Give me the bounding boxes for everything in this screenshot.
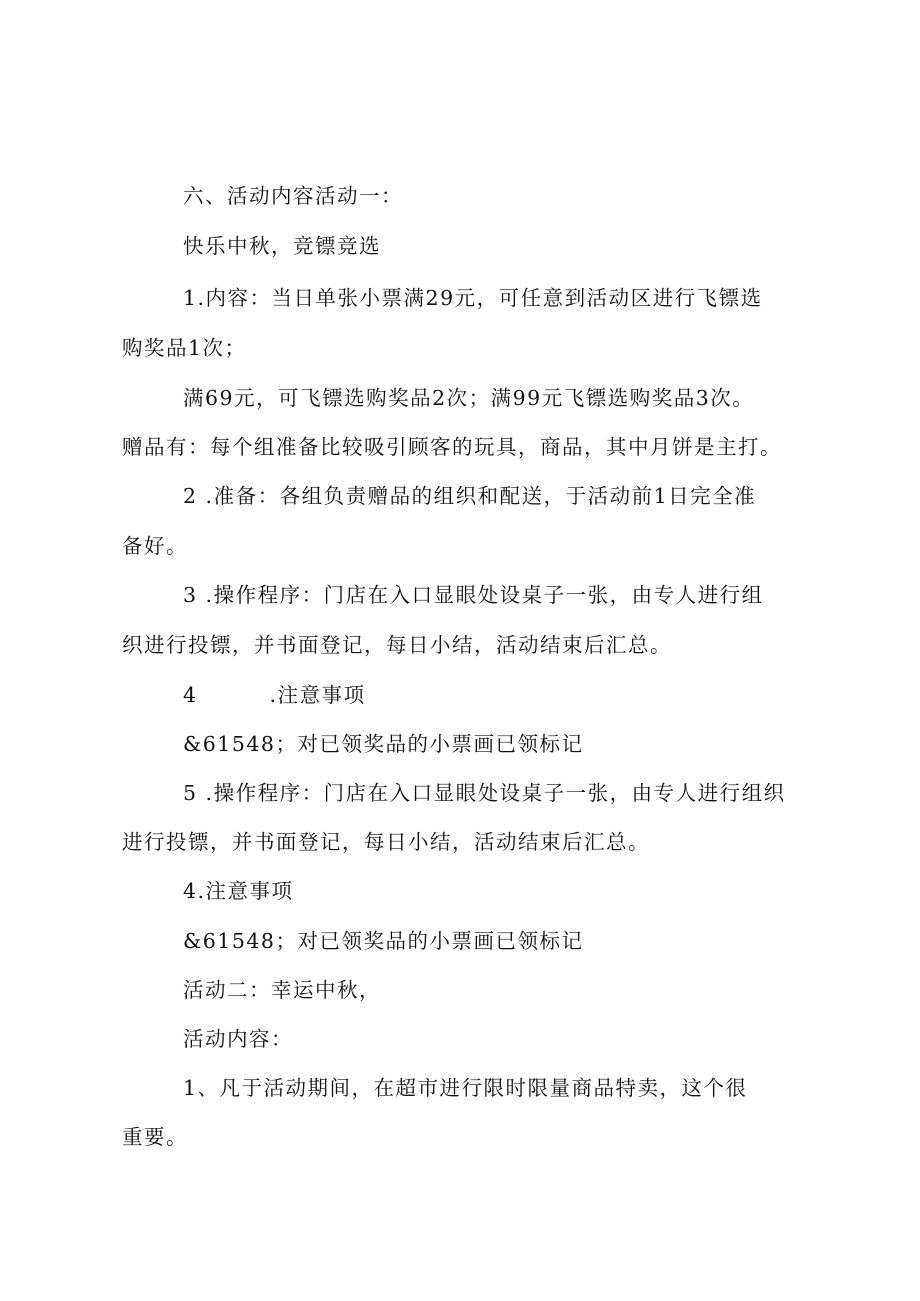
activity-two-item-1-line-1: 1、凡于活动期间，在超市进行限时限量商品特卖，这个很 [183, 1076, 748, 1100]
content-tiers-line: 满69元，可飞镖选购奖品2次；满99元飞镖选购奖品3次。 [183, 386, 755, 410]
notes-item-4-heading [183, 682, 366, 708]
prep-item-line-1: 2 .准备：各组负责赠品的组织和配送，于活动前1日完全准 [183, 484, 757, 508]
notes-repeat-text: &61548；对已领奖品的小票画已领标记 [183, 929, 584, 953]
prep-item-line-2: 备好。 [122, 534, 188, 558]
gifts-line: 赠品有：每个组准备比较吸引顾客的玩具，商品，其中月饼是主打。 [122, 435, 782, 459]
activity-two-content-label: 活动内容： [183, 1027, 293, 1051]
activity-two-item-1-line-2: 重要。 [122, 1125, 188, 1149]
content-item-1-line-2: 购奖品1次； [122, 336, 247, 360]
activity-two-title: 活动二：幸运中秋， [183, 978, 381, 1002]
procedure-item-5-line-1: 5 .操作程序：门店在入口显眼处设桌子一张，由专人进行组织 [183, 781, 786, 805]
notes-item-4-label: .注意事项 [269, 683, 366, 707]
notes-repeat-heading: 4.注意事项 [183, 879, 294, 903]
procedure-item-5-line-2: 进行投镖，并书面登记，每日小结，活动结束后汇总。 [122, 830, 650, 854]
section-heading: 六、活动内容活动一： [183, 184, 403, 208]
procedure-item-3-line-2: 织进行投镖，并书面登记，每日小结，活动结束后汇总。 [122, 633, 672, 657]
notes-item-4-text: &61548；对已领奖品的小票画已领标记 [183, 732, 584, 756]
procedure-item-3-line-1: 3 .操作程序：门店在入口显眼处设桌子一张，由专人进行组 [183, 583, 764, 607]
content-item-1-line-1: 1.内容：当日单张小票满29元，可任意到活动区进行飞镖选 [183, 286, 763, 310]
notes-item-4-number: 4 [183, 683, 198, 707]
activity-one-title: 快乐中秋，竞镖竞选 [183, 234, 381, 258]
